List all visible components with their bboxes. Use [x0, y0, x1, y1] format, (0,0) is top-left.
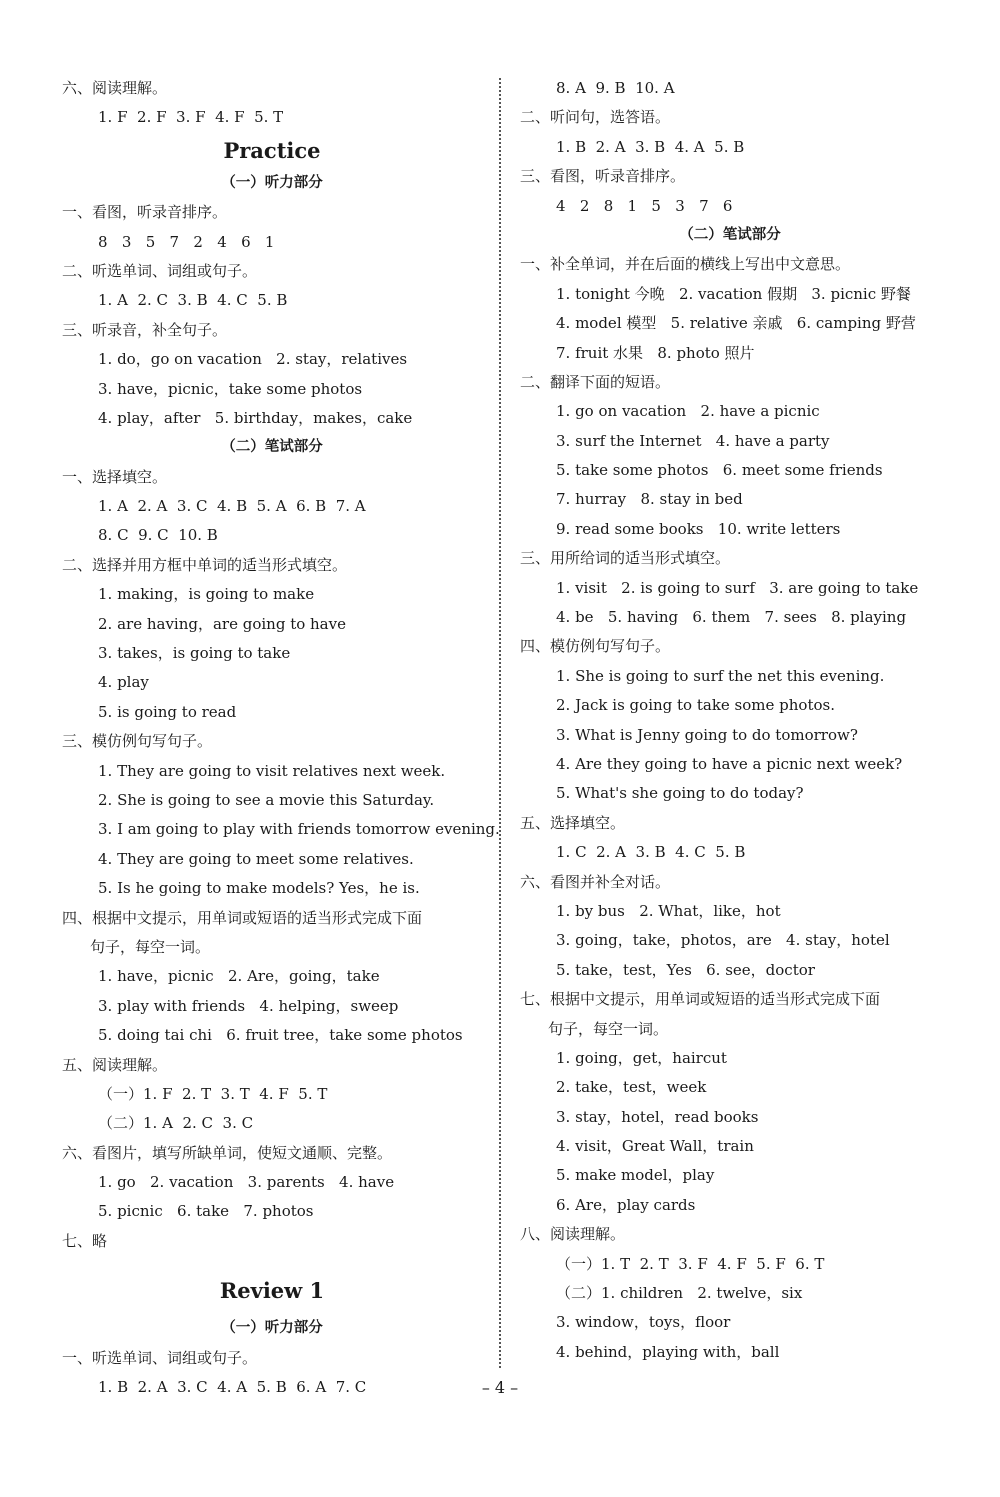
question-heading: 二、听选单词、词组或句子。 [62, 261, 258, 280]
answer-line: （一）1. T 2. T 3. F 4. F 5. F 6. T [556, 1254, 825, 1273]
question-heading: 七、略 [62, 1231, 108, 1250]
answer-line: 8. C 9. C 10. B [98, 526, 218, 545]
answer-line: 3. takes，is going to take [98, 644, 291, 663]
subsection-heading: （一）听力部分 [221, 174, 323, 191]
answer-line: 3. What is Jenny going to do tomorrow? [556, 725, 858, 744]
answer-line: 1. C 2. A 3. B 4. C 5. B [556, 843, 746, 862]
answer-line: 5. Is he going to make models? Yes，he is. [98, 879, 420, 898]
question-heading: 七、根据中文提示，用单词或短语的适当形式完成下面 [520, 990, 881, 1009]
question-heading-continued: 句子，每空一词。 [90, 937, 211, 956]
answer-line: 4. visit，Great Wall，train [556, 1137, 754, 1156]
answer-line: 1. going，get，haircut [556, 1048, 727, 1067]
answer-line: 1. F 2. F 3. F 4. F 5. T [98, 108, 284, 127]
question-heading: 三、听录音，补全句子。 [62, 320, 228, 339]
question-heading: 一、看图，听录音排序。 [62, 203, 228, 222]
question-heading: 五、选择填空。 [520, 813, 626, 832]
answer-line: 5. take some photos 6. meet some friends [556, 461, 883, 480]
answer-line: 1. by bus 2. What，like，hot [556, 901, 781, 920]
question-heading: 三、看图，听录音排序。 [520, 167, 686, 186]
answer-line: 3. going，take，photos，are 4. stay，hotel [556, 931, 890, 950]
answer-line: 4. They are going to meet some relatives. [98, 849, 414, 868]
answer-line: （二）1. children 2. twelve，six [556, 1284, 803, 1303]
answer-line: 1. She is going to surf the net this evening. [556, 666, 885, 685]
answer-line: 3. stay，hotel，read books [556, 1107, 759, 1126]
answer-line: 4. be 5. having 6. them 7. sees 8. playing [556, 608, 907, 627]
question-heading: 一、补全单词，并在后面的横线上写出中文意思。 [520, 255, 851, 274]
question-heading: 一、选择填空。 [62, 467, 168, 486]
answer-line: 7. hurray 8. stay in bed [556, 490, 743, 509]
answer-line: 2. take，test，week [556, 1078, 707, 1097]
answer-line: 5. doing tai chi 6. fruit tree，take some photos [98, 1026, 463, 1045]
answer-line: 3. play with friends 4. helping，sweep [98, 996, 399, 1015]
answer-line: 5. take，test，Yes 6. see，doctor [556, 960, 815, 979]
section-title: Practice [223, 137, 321, 163]
answer-line: 5. is going to read [98, 702, 237, 721]
page-number: – 4 – [481, 1378, 519, 1397]
answer-line: 1. go on vacation 2. have a picnic [556, 402, 820, 421]
answer-line: 1. visit 2. is going to surf 3. are going to take [556, 578, 919, 597]
answer-line: 8 3 5 7 2 4 6 1 [98, 232, 275, 251]
answer-line: 2. are having，are going to have [98, 614, 346, 633]
question-heading: 五、阅读理解。 [62, 1055, 168, 1074]
subsection-heading: （二）笔试部分 [679, 226, 781, 243]
answer-line: 1. making，is going to make [98, 585, 315, 604]
question-heading: 二、听问句，选答语。 [520, 108, 671, 127]
answer-line: 8. A 9. B 10. A [556, 79, 675, 97]
answer-line: 1. have，picnic 2. Are，going，take [98, 967, 380, 986]
answer-line: 2. Jack is going to take some photos. [556, 696, 835, 715]
answer-line: 6. Are，play cards [556, 1195, 696, 1214]
subsection-heading: （一）听力部分 [221, 1320, 323, 1337]
left-column [62, 74, 500, 1402]
answer-line: 4. behind，playing with，ball [556, 1342, 780, 1361]
question-heading: 三、用所给词的适当形式填空。 [520, 549, 731, 568]
question-heading: 六、阅读理解。 [62, 79, 168, 97]
answer-line: 1. They are going to visit relatives next week. [98, 761, 446, 780]
answer-line: 1. B 2. A 3. B 4. A 5. B [556, 137, 745, 156]
answer-line: 1. go 2. vacation 3. parents 4. have [98, 1173, 395, 1192]
answer-line: 5. What's she going to do today? [556, 784, 804, 803]
question-heading: 六、看图并补全对话。 [520, 872, 671, 891]
answer-line: 3. surf the Internet 4. have a party [556, 431, 830, 450]
answer-line: 2. She is going to see a movie this Saturday. [98, 790, 435, 809]
column-divider [499, 78, 501, 1368]
section-title: Review 1 [219, 1278, 325, 1304]
answer-line: 4. model 模型 5. relative 亲戚 6. camping 野营 [556, 314, 916, 333]
answer-line: 4. play，after 5. birthday，makes，cake [98, 408, 413, 427]
right-column [520, 74, 940, 1367]
answer-line: 4. Are they going to have a picnic next week? [556, 754, 903, 773]
answer-line: （二）1. A 2. C 3. C [98, 1114, 254, 1133]
question-heading: 六、看图片，填写所缺单词，使短文通顺、完整。 [62, 1143, 393, 1162]
answer-line: 5. make model，play [556, 1166, 715, 1185]
answer-line: 5. picnic 6. take 7. photos [98, 1202, 314, 1221]
question-heading: 二、选择并用方框中单词的适当形式填空。 [62, 555, 348, 574]
answer-line: （一）1. F 2. T 3. T 4. F 5. T [98, 1084, 328, 1103]
answer-line: 1. do，go on vacation 2. stay，relatives [98, 350, 408, 369]
question-heading: 四、模仿例句写句子。 [520, 637, 671, 656]
answer-line: 1. A 2. C 3. B 4. C 5. B [98, 291, 288, 310]
answer-line: 4. play [98, 673, 149, 692]
subsection-heading: （二）笔试部分 [221, 439, 323, 456]
answer-line: 3. I am going to play with friends tomorrow evening. [98, 820, 500, 839]
question-heading: 三、模仿例句写句子。 [62, 732, 213, 751]
question-heading: 四、根据中文提示，用单词或短语的适当形式完成下面 [62, 908, 423, 927]
question-heading-continued: 句子，每空一词。 [548, 1019, 669, 1038]
question-heading: 一、听选单词、词组或句子。 [62, 1348, 258, 1367]
question-heading: 二、翻译下面的短语。 [520, 372, 671, 391]
answer-line: 1. B 2. A 3. C 4. A 5. B 6. A 7. C [98, 1378, 367, 1397]
answer-line: 9. read some books 10. write letters [556, 519, 841, 538]
answer-line: 1. A 2. A 3. C 4. B 5. A 6. B 7. A [98, 497, 366, 516]
answer-line: 4 2 8 1 5 3 7 6 [556, 196, 733, 215]
answer-line: 1. tonight 今晚 2. vacation 假期 3. picnic 野餐 [556, 284, 911, 303]
answer-line: 7. fruit 水果 8. photo 照片 [556, 343, 755, 362]
answer-line: 3. window，toys，floor [556, 1313, 731, 1332]
question-heading: 八、阅读理解。 [520, 1225, 626, 1244]
answer-line: 3. have，picnic，take some photos [98, 379, 363, 398]
